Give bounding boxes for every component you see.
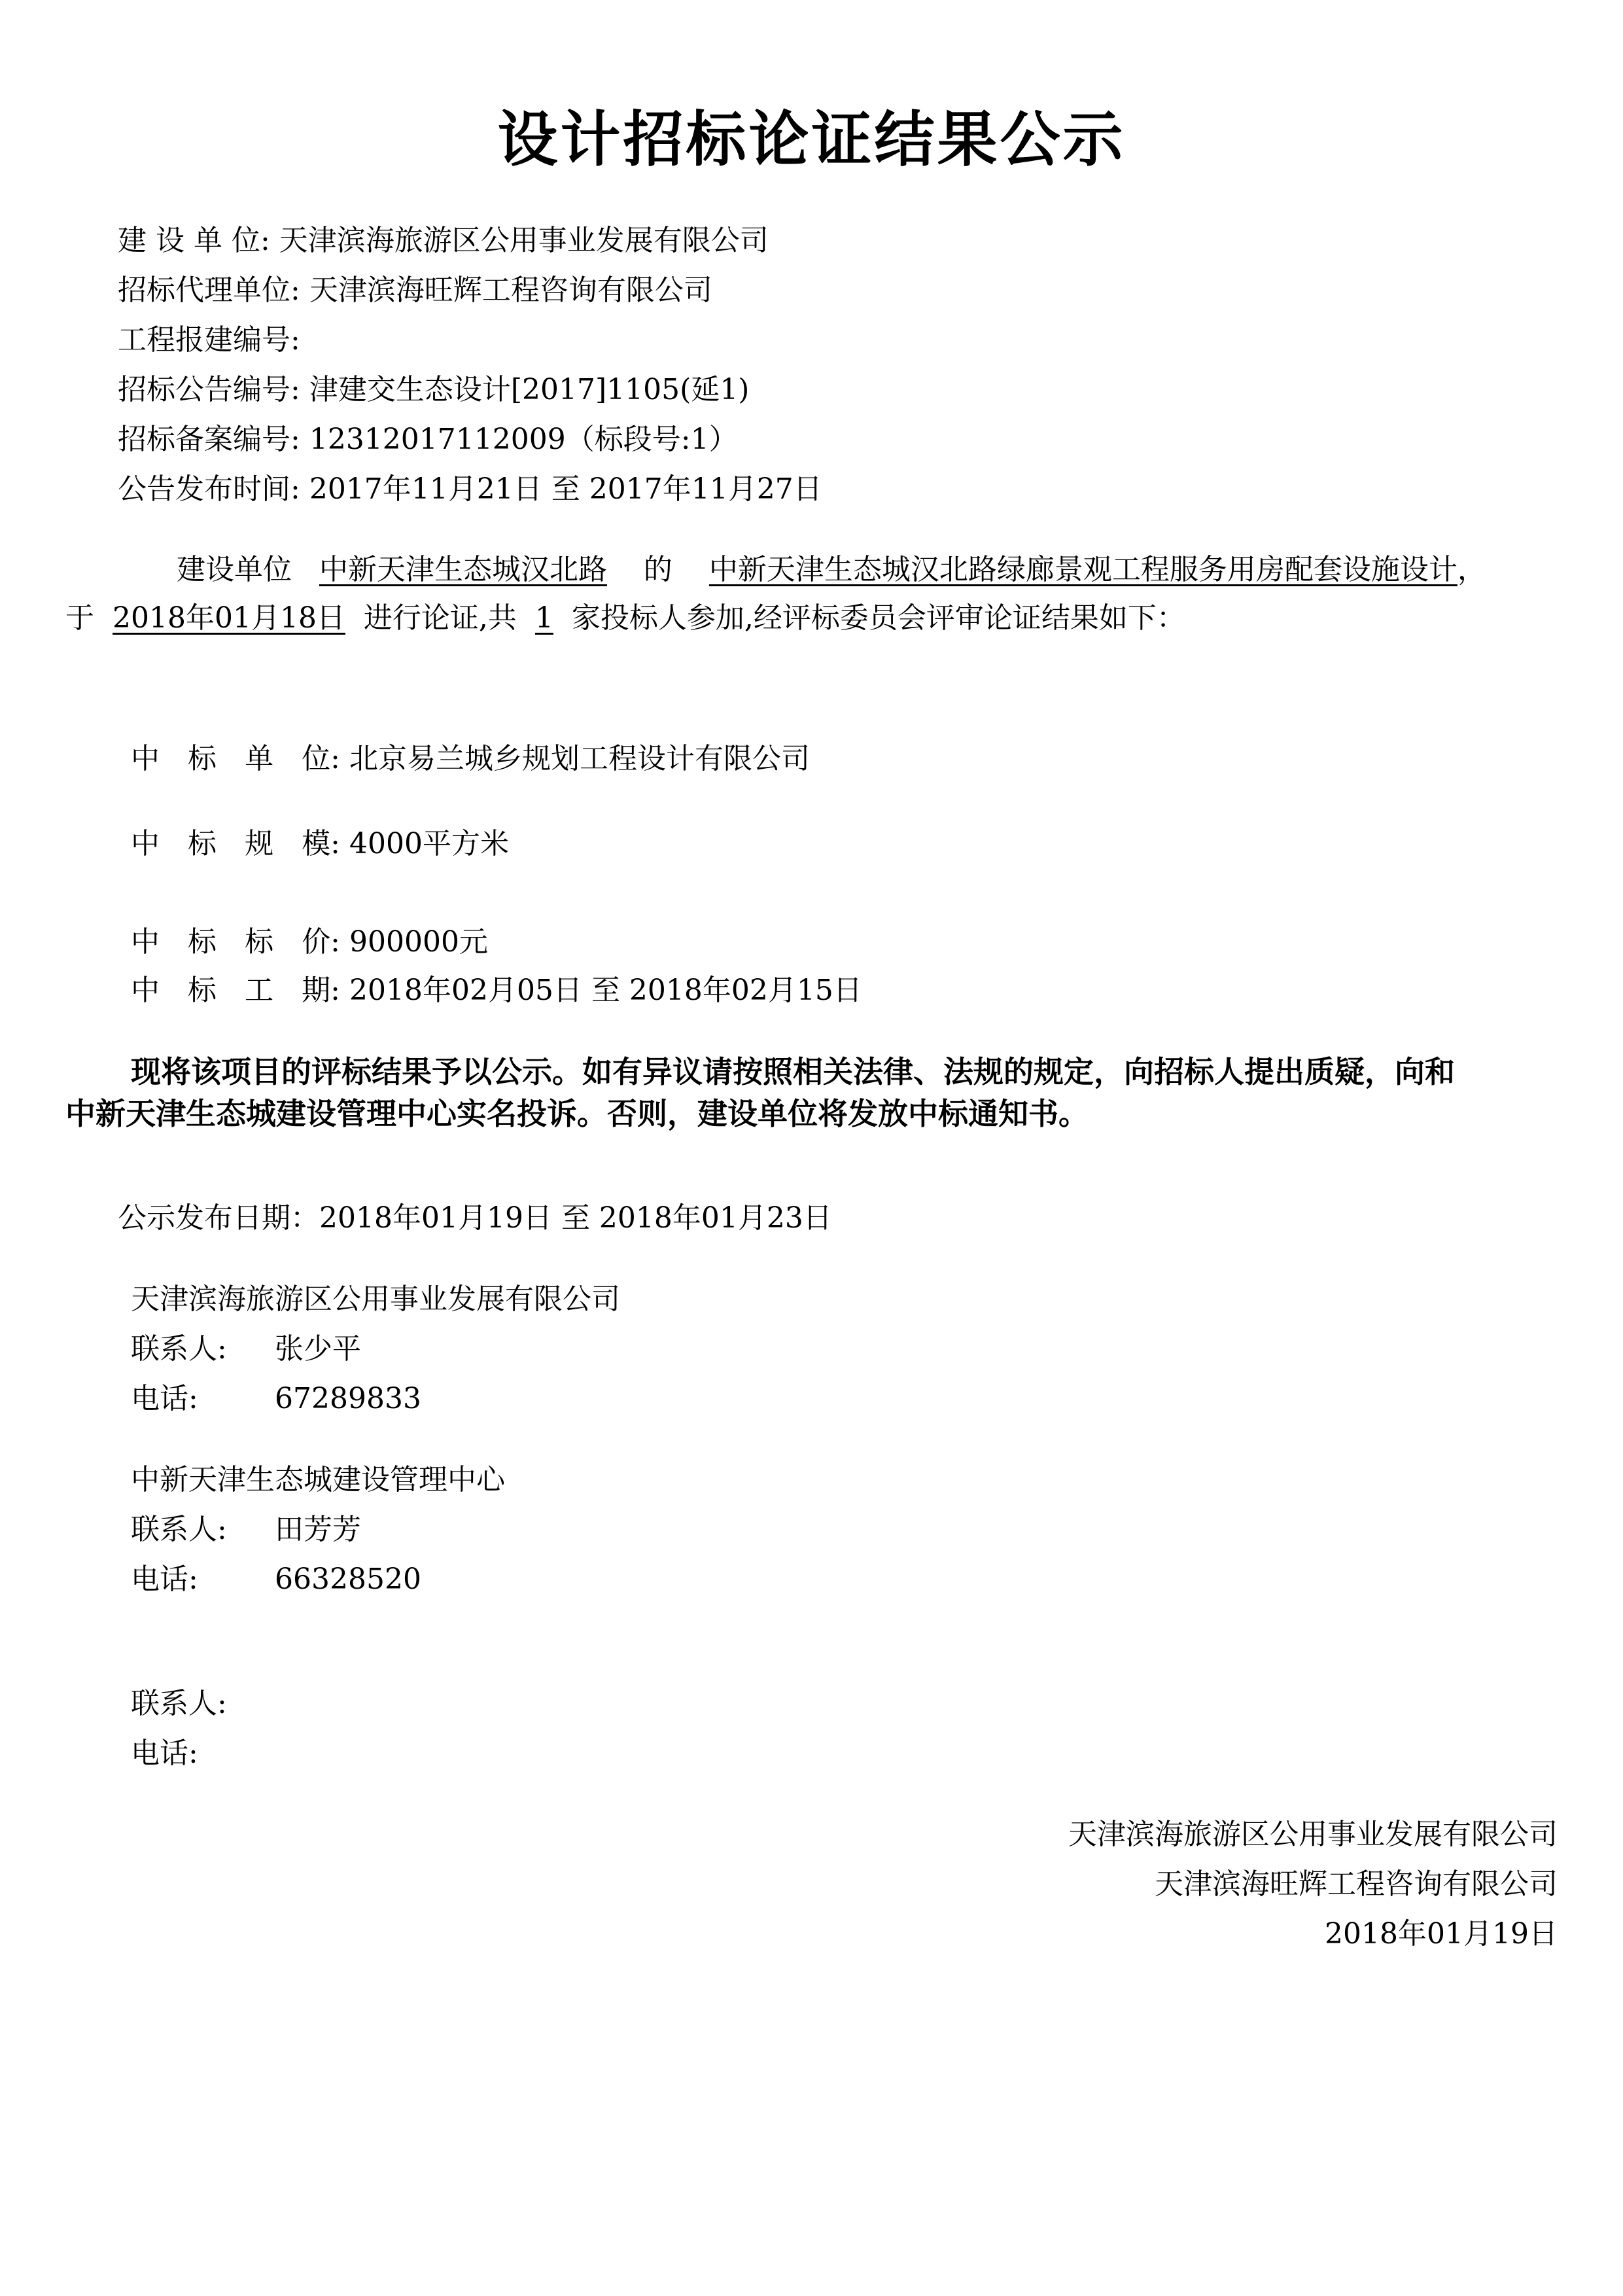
intro-text: 建设单位 bbox=[177, 553, 292, 586]
info-value: 12312017112009（标段号:1） bbox=[309, 423, 738, 456]
signature-org-2: 天津滨海旺辉工程咨询有限公司 bbox=[1155, 1867, 1558, 1901]
info-label: 公告发布时间: bbox=[118, 472, 300, 506]
result-value: 4000平方米 bbox=[349, 827, 509, 860]
result-label bbox=[131, 972, 340, 1009]
signature-org-1: 天津滨海旅游区公用事业发展有限公司 bbox=[1068, 1818, 1558, 1851]
label-char: 单 bbox=[245, 742, 274, 775]
label-char: 标 bbox=[188, 925, 217, 959]
info-value: 天津滨海旅游区公用事业发展有限公司 bbox=[279, 224, 769, 257]
intro-project: 中新天津生态城汉北路绿廊景观工程服务用房配套设施设计 bbox=[708, 553, 1457, 586]
label-char: 中 bbox=[131, 974, 160, 1007]
publish-value: 2018年01月19日 至 2018年01月23日 bbox=[319, 1201, 832, 1235]
signature-date: 2018年01月19日 bbox=[1325, 1917, 1558, 1951]
result-value: 900000元 bbox=[349, 925, 488, 959]
info-label: 建 设 单 位: bbox=[118, 224, 270, 257]
result-row-price bbox=[131, 924, 488, 961]
contact-person-label: 联系人: bbox=[131, 1513, 227, 1546]
intro-text: 进行论证,共 bbox=[363, 601, 517, 635]
info-row-builder bbox=[118, 222, 769, 259]
intro-text: 家投标人参加,经评标委员会评审论证结果如下： bbox=[571, 601, 1185, 635]
notice-paragraph: 现将该项目的评标结果予以公示。如有异议请按照相关法律、法规的规定，向招标人提出质疑，向和中新天津生态城建设管理中心实名投诉。否则，建设单位将发放中标通知书。 bbox=[65, 1054, 1455, 1131]
result-row-scale bbox=[131, 826, 509, 862]
result-value: 北京易兰城乡规划工程设计有限公司 bbox=[349, 742, 810, 775]
result-label bbox=[131, 826, 340, 862]
contact-person-row bbox=[131, 1511, 361, 1548]
result-row-winner bbox=[131, 741, 810, 777]
contact-person-row bbox=[131, 1331, 361, 1368]
intro-builder: 中新天津生态城汉北路 bbox=[319, 553, 607, 586]
info-row-announcement-no bbox=[118, 372, 749, 408]
label-char: 中 bbox=[131, 742, 160, 775]
publish-period bbox=[118, 1200, 832, 1237]
contact-person-label: 联系人: bbox=[131, 1332, 227, 1366]
contact-person: 田芳芳 bbox=[275, 1513, 361, 1546]
intro-date: 2018年01月18日 bbox=[112, 601, 345, 635]
result-row-period bbox=[131, 972, 862, 1009]
intro-text: ，于 bbox=[65, 553, 1486, 635]
label-char: 规 bbox=[245, 827, 274, 860]
blank-contact-phone-label: 电话: bbox=[131, 1737, 198, 1770]
contact-person: 张少平 bbox=[275, 1332, 361, 1366]
contact-org: 中新天津生态城建设管理中心 bbox=[131, 1463, 505, 1496]
label-char: 期: bbox=[302, 974, 340, 1007]
label-char: 工 bbox=[245, 974, 274, 1007]
info-label: 招标备案编号: bbox=[118, 423, 300, 456]
result-value: 2018年02月05日 至 2018年02月15日 bbox=[349, 974, 862, 1007]
contact-phone-label: 电话: bbox=[131, 1382, 198, 1415]
info-row-agent bbox=[118, 272, 712, 309]
info-row-publish-time bbox=[118, 471, 822, 508]
publish-label: 公示发布日期： bbox=[118, 1201, 319, 1235]
label-char: 模: bbox=[302, 827, 340, 860]
contact-phone: 67289833 bbox=[275, 1382, 421, 1415]
label-char: 位: bbox=[302, 742, 340, 775]
info-value: 津建交生态设计[2017]1105(延1) bbox=[309, 373, 750, 406]
contact-phone-label: 电话: bbox=[131, 1563, 198, 1596]
label-char: 价: bbox=[302, 925, 340, 959]
label-char: 标 bbox=[188, 974, 217, 1007]
intro-text: 的 bbox=[643, 553, 672, 586]
result-label bbox=[131, 741, 340, 777]
label-char: 中 bbox=[131, 925, 160, 959]
label-char: 标 bbox=[245, 925, 274, 959]
info-label: 工程报建编号: bbox=[118, 323, 300, 357]
info-row-project-no bbox=[118, 322, 300, 359]
result-label bbox=[131, 924, 340, 961]
page-title: 设计招标论证结果公示 bbox=[497, 105, 1126, 175]
contact-org: 天津滨海旅游区公用事业发展有限公司 bbox=[131, 1282, 620, 1316]
label-char: 标 bbox=[188, 742, 217, 775]
contact-phone-row bbox=[131, 1381, 421, 1417]
label-char: 中 bbox=[131, 827, 160, 860]
contact-phone-row bbox=[131, 1561, 421, 1598]
info-label: 招标代理单位: bbox=[118, 274, 300, 307]
info-label: 招标公告编号: bbox=[118, 373, 300, 406]
blank-contact-person-label: 联系人: bbox=[131, 1687, 227, 1720]
intro-count: 1 bbox=[534, 601, 553, 635]
info-value: 天津滨海旺辉工程咨询有限公司 bbox=[309, 274, 712, 307]
label-char: 标 bbox=[188, 827, 217, 860]
intro-paragraph bbox=[65, 546, 1570, 643]
contact-phone: 66328520 bbox=[275, 1563, 421, 1596]
info-value: 2017年11月21日 至 2017年11月27日 bbox=[309, 472, 822, 506]
info-row-record-no bbox=[118, 421, 738, 458]
